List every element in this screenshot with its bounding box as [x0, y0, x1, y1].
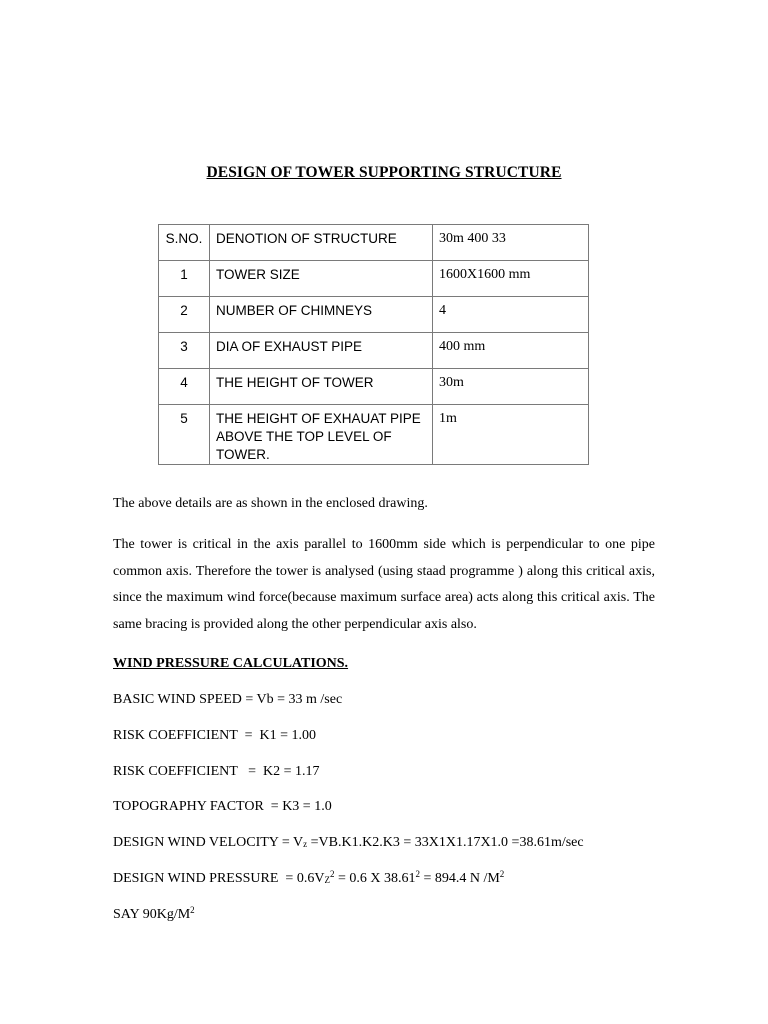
header-sno: S.NO.: [159, 225, 210, 261]
row-denotion: DIA OF EXHAUST PIPE: [210, 333, 433, 369]
row-sno: 3: [159, 333, 210, 369]
wind-pressure-heading: WIND PRESSURE CALCULATIONS.: [113, 656, 349, 671]
row-denotion: THE HEIGHT OF TOWER: [210, 369, 433, 405]
table-row: [159, 261, 589, 297]
table-row: [159, 297, 589, 333]
pressure-middle: = 0.6 X 38.61: [334, 871, 416, 886]
row-denotion: NUMBER OF CHIMNEYS: [210, 297, 433, 333]
table-row: [159, 405, 589, 465]
row-value: 1m: [433, 405, 589, 465]
table-row: [159, 369, 589, 405]
pressure-square: 2: [329, 869, 335, 879]
basic-wind-speed-line: BASIC WIND SPEED = Vb = 33 m /sec: [113, 692, 343, 707]
risk-coefficient-k1-line: RISK COEFFICIENT = K1 = 1.00: [113, 728, 316, 743]
row-denotion: TOWER SIZE: [210, 261, 433, 297]
drawing-note-paragraph: The above details are as shown in the enclosed drawing.: [113, 496, 428, 511]
pressure-result: = 894.4 N /M: [419, 871, 500, 886]
row-value: 1600X1600 mm: [433, 261, 589, 297]
pressure-square-2: 2: [415, 869, 420, 879]
pressure-unit-square: 2: [499, 869, 505, 879]
velocity-subscript: z: [303, 839, 308, 849]
velocity-prefix: DESIGN WIND VELOCITY = V: [113, 835, 304, 850]
analysis-paragraph: The tower is critical in the axis parallel to 1600mm side which is perpendicular to one pipe common axis. Therefore the tower is analysed (using staad programme ) along this critical axis, since the maximum wind force(because maximum surface area) acts along this critical axis. The same bracing is provided along the other perpendicular axis also.: [113, 537, 655, 632]
row-denotion: THE HEIGHT OF EXHAUAT PIPE ABOVE THE TOP LEVEL OF TOWER.: [210, 405, 433, 465]
document-title: DESIGN OF TOWER SUPPORTING STRUCTURE: [206, 164, 562, 181]
topography-factor-line: TOPOGRAPHY FACTOR = K3 = 1.0: [113, 799, 332, 814]
risk-coefficient-k2-line: RISK COEFFICIENT = K2 = 1.17: [113, 764, 320, 779]
design-wind-pressure-line: [113, 871, 504, 887]
row-value: 400 mm: [433, 333, 589, 369]
pressure-subscript: Z: [324, 875, 330, 885]
row-sno: 2: [159, 297, 210, 333]
row-sno: 5: [159, 405, 210, 465]
velocity-formula: =VB.K1.K2.K3 = 33X1X1.17X1.0 =38.61m/sec: [307, 835, 584, 850]
say-value-line: [113, 907, 195, 923]
header-denotion: DENOTION OF STRUCTURE: [210, 225, 433, 261]
design-wind-velocity-line: [113, 835, 584, 851]
structure-details-table: [158, 224, 589, 465]
row-value: 30m: [433, 369, 589, 405]
header-value: 30m 400 33: [433, 225, 589, 261]
row-sno: 1: [159, 261, 210, 297]
say-unit-square: 2: [190, 905, 195, 915]
table-header-row: [159, 225, 589, 261]
table-row: [159, 333, 589, 369]
say-text: SAY 90Kg/M: [113, 907, 191, 922]
row-value: 4: [433, 297, 589, 333]
pressure-prefix: DESIGN WIND PRESSURE = 0.6V: [113, 871, 325, 886]
row-sno: 4: [159, 369, 210, 405]
